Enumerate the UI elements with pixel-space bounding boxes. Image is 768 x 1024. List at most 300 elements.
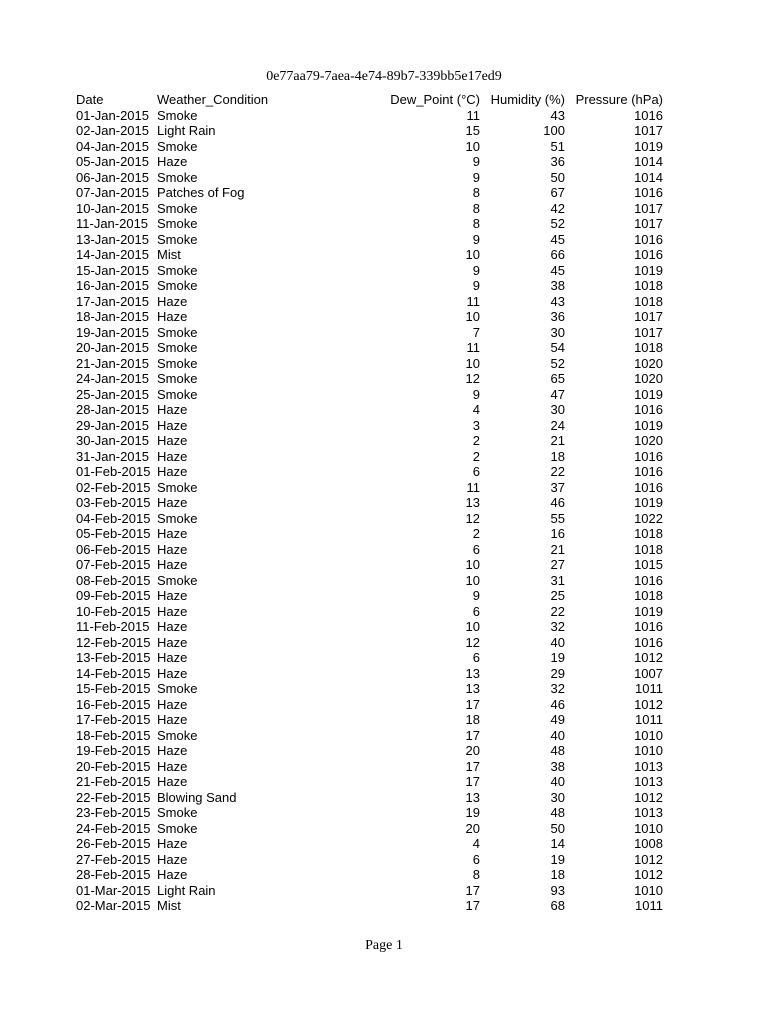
dew-point-cell: 15 [465,123,480,138]
date-cell: 14-Jan-2015 [76,247,149,262]
table-row [74,325,663,341]
humidity-cell: 37 [550,479,565,495]
pressure-cell: 1011 [635,681,663,696]
date-cell: 08-Feb-2015 [76,572,151,588]
pressure-cell: 1020 [634,371,663,386]
table-row [74,681,663,697]
weather-condition-cell: Haze [157,696,188,712]
dew-point-cell: 18 [465,712,480,727]
weather-condition-cell: Haze [157,417,188,433]
weather-condition-cell: Haze [157,293,188,309]
humidity-cell: 49 [550,712,565,727]
weather-condition-cell: Smoke [157,355,198,371]
humidity-cell: 36 [550,309,565,324]
dew-point-cell: 11 [466,479,480,495]
table-row [74,759,663,775]
date-cell: 17-Jan-2015 [76,293,149,309]
weather-condition-cell: Blowing Sand [157,789,237,805]
dew-point-cell: 17 [465,898,480,913]
pressure-cell: 1017 [634,216,663,231]
pressure-cell: 1016 [634,634,663,650]
weather-condition-cell: Haze [157,743,188,758]
table-row [74,247,663,263]
date-cell: 18-Jan-2015 [76,309,149,324]
weather-condition-cell: Smoke [157,805,198,820]
dew-point-cell: 12 [465,510,480,526]
humidity-cell: 22 [550,603,565,619]
date-cell: 16-Jan-2015 [76,278,149,293]
weather-condition-cell: Haze [157,650,188,665]
pressure-cell: 1022 [634,510,663,526]
humidity-cell: 48 [550,805,565,820]
date-cell: 11-Feb-2015 [76,619,150,634]
table-row [74,712,663,728]
humidity-cell: 30 [550,402,565,417]
humidity-cell: 68 [550,898,565,913]
weather-condition-cell: Smoke [157,340,198,355]
dew-point-cell: 9 [472,278,480,293]
humidity-cell: 38 [550,278,565,293]
dew-point-cell: 6 [472,851,480,867]
dew-point-cell: 9 [472,154,480,169]
humidity-cell: 24 [550,417,565,433]
pressure-cell: 1016 [634,572,663,588]
date-cell: 20-Jan-2015 [76,340,149,355]
date-cell: 07-Jan-2015 [76,185,149,200]
pressure-cell: 1016 [634,402,663,417]
table-row [74,340,663,356]
weather-condition-cell: Haze [157,665,188,681]
table-row [74,883,663,899]
pressure-cell: 1016 [634,231,663,247]
dew-point-cell: 2 [472,433,480,448]
dew-point-cell: 12 [465,371,480,386]
humidity-cell: 93 [550,882,565,898]
dew-point-cell: 8 [472,867,480,882]
weather-condition-cell: Smoke [157,479,198,495]
weather-condition-cell: Smoke [157,216,198,231]
table-row [74,216,663,232]
pressure-cell: 1016 [634,479,663,495]
pressure-cell: 1017 [634,324,663,340]
dew-point-cell: 17 [465,696,480,712]
weather-condition-cell: Smoke [157,138,198,154]
humidity-cell: 43 [550,107,565,123]
table-row [74,805,663,821]
date-cell: 12-Feb-2015 [76,634,151,650]
pressure-cell: 1020 [634,355,663,371]
date-cell: 19-Jan-2015 [76,324,149,340]
humidity-cell: 21 [550,433,565,448]
dew-point-cell: 11 [466,107,480,123]
table-row [74,650,663,666]
dew-point-cell: 10 [465,138,480,154]
table-body [74,108,663,914]
pressure-cell: 1019 [634,138,663,154]
pressure-cell: 1010 [634,727,663,743]
table-row [74,170,663,186]
date-cell: 30-Jan-2015 [76,433,149,448]
date-cell: 31-Jan-2015 [76,448,149,464]
date-cell: 13-Jan-2015 [76,231,149,247]
weather-condition-cell: Haze [157,712,188,727]
pressure-cell: 1019 [634,495,663,510]
pressure-cell: 1020 [634,433,663,448]
weather-condition-cell: Haze [157,464,188,479]
table-row [74,821,663,837]
weather-condition-cell: Haze [157,867,188,882]
dew-point-cell: 13 [465,665,480,681]
weather-condition-cell: Haze [157,402,188,417]
dew-point-cell: 13 [465,681,480,696]
dew-point-cell: 6 [472,650,480,665]
table-row [74,387,663,403]
pressure-cell: 1019 [634,603,663,619]
pressure-cell: 1016 [634,619,663,634]
weather-condition-cell: Haze [157,619,188,634]
pressure-cell: 1018 [634,588,663,603]
date-cell: 21-Jan-2015 [76,355,149,371]
dew-point-cell: 9 [472,262,480,278]
table-row [74,619,663,635]
table-row [74,573,663,589]
dew-point-cell: 6 [472,603,480,619]
dew-point-cell: 9 [472,386,480,402]
pressure-cell: 1018 [634,278,663,293]
weather-condition-cell: Smoke [157,262,198,278]
humidity-cell: 50 [550,169,565,185]
column-header-date: Date [76,92,104,107]
humidity-cell: 18 [550,448,565,464]
weather-condition-cell: Haze [157,448,188,464]
humidity-cell: 22 [550,464,565,479]
date-cell: 14-Feb-2015 [76,665,151,681]
humidity-cell: 48 [550,743,565,758]
humidity-cell: 19 [550,851,565,867]
date-cell: 27-Feb-2015 [76,851,151,867]
table-row [74,371,663,387]
humidity-cell: 25 [550,588,565,603]
humidity-cell: 38 [550,758,565,774]
date-cell: 15-Jan-2015 [76,262,149,278]
table-row [74,526,663,542]
table-row [74,635,663,651]
table-row [74,263,663,279]
pressure-cell: 1014 [634,154,663,169]
table-row [74,511,663,527]
pressure-cell: 1013 [634,805,663,820]
date-cell: 15-Feb-2015 [76,681,151,696]
table-row [74,666,663,682]
pressure-cell: 1018 [634,541,663,557]
pressure-cell: 1010 [634,743,663,758]
table-row [74,201,663,217]
pressure-cell: 1010 [634,820,663,836]
humidity-cell: 52 [550,355,565,371]
weather-condition-cell: Mist [157,247,181,262]
pressure-cell: 1007 [634,665,663,681]
table-row [74,278,663,294]
table-row [74,309,663,325]
humidity-cell: 31 [550,572,565,588]
date-cell: 17-Feb-2015 [76,712,151,727]
weather-condition-cell: Smoke [157,510,198,526]
dew-point-cell: 10 [465,355,480,371]
column-header-weather-condition: Weather_Condition [157,92,269,107]
date-cell: 25-Jan-2015 [76,386,149,402]
dew-point-cell: 19 [465,805,480,820]
humidity-cell: 18 [550,867,565,882]
humidity-cell: 42 [550,200,565,216]
pressure-cell: 1019 [634,386,663,402]
pressure-cell: 1012 [634,650,663,665]
dew-point-cell: 10 [465,309,480,324]
table-row [74,108,663,124]
dew-point-cell: 17 [465,758,480,774]
dew-point-cell: 2 [472,526,480,541]
header-row [74,92,663,108]
pressure-cell: 1017 [634,123,663,138]
humidity-cell: 19 [550,650,565,665]
dew-point-cell: 17 [465,727,480,743]
weather-condition-cell: Haze [157,433,188,448]
pressure-cell: 1014 [634,169,663,185]
weather-condition-cell: Haze [157,603,188,619]
pressure-cell: 1018 [634,526,663,541]
column-header-dew-point: Dew_Point (°C) [390,92,480,107]
weather-condition-cell: Smoke [157,169,198,185]
humidity-cell: 29 [550,665,565,681]
document-title: 0e77aa79-7aea-4e74-89b7-339bb5e17ed9 [266,69,502,84]
table-row [74,557,663,573]
weather-condition-cell: Mist [157,898,181,913]
date-cell: 09-Feb-2015 [76,588,151,603]
weather-condition-cell: Light Rain [157,123,216,138]
date-cell: 05-Feb-2015 [76,526,151,541]
date-cell: 29-Jan-2015 [76,417,149,433]
weather-condition-cell: Haze [157,526,188,541]
dew-point-cell: 9 [472,169,480,185]
date-cell: 24-Jan-2015 [76,371,149,386]
date-cell: 23-Feb-2015 [76,805,151,820]
humidity-cell: 43 [550,293,565,309]
humidity-cell: 66 [550,247,565,262]
weather-condition-cell: Smoke [157,324,198,340]
date-cell: 06-Jan-2015 [76,169,149,185]
pressure-cell: 1016 [634,107,663,123]
humidity-cell: 50 [550,820,565,836]
pressure-cell: 1008 [634,836,663,851]
date-cell: 04-Jan-2015 [76,138,149,154]
humidity-cell: 40 [550,634,565,650]
dew-point-cell: 8 [472,216,480,231]
pressure-cell: 1016 [634,185,663,200]
date-cell: 18-Feb-2015 [76,727,151,743]
table-row [74,774,663,790]
dew-point-cell: 4 [472,402,480,417]
date-cell: 04-Feb-2015 [76,510,151,526]
humidity-cell: 40 [550,727,565,743]
weather-condition-cell: Smoke [157,572,198,588]
weather-condition-cell: Smoke [157,278,198,293]
humidity-cell: 54 [550,340,565,355]
humidity-cell: 30 [550,789,565,805]
dew-point-cell: 13 [465,495,480,510]
humidity-cell: 32 [550,619,565,634]
weather-condition-cell: Haze [157,851,188,867]
dew-point-cell: 2 [472,448,480,464]
weather-condition-cell: Smoke [157,107,198,123]
pressure-cell: 1016 [634,247,663,262]
weather-condition-cell: Smoke [157,820,198,836]
date-cell: 01-Mar-2015 [76,882,151,898]
pressure-cell: 1012 [634,867,663,882]
weather-condition-cell: Haze [157,588,188,603]
pressure-cell: 1016 [634,448,663,464]
dew-point-cell: 4 [472,836,480,851]
page-number: Page 1 [365,938,403,953]
pressure-cell: 1016 [634,464,663,479]
humidity-cell: 14 [550,836,565,851]
date-cell: 05-Jan-2015 [76,154,149,169]
table-row [74,588,663,604]
date-cell: 10-Jan-2015 [76,200,149,216]
date-cell: 01-Jan-2015 [76,107,149,123]
date-cell: 06-Feb-2015 [76,541,151,557]
table-row [74,867,663,883]
table-row [74,123,663,139]
humidity-cell: 46 [550,696,565,712]
weather-condition-cell: Haze [157,634,188,650]
humidity-cell: 47 [550,386,565,402]
date-cell: 24-Feb-2015 [76,820,151,836]
pressure-cell: 1013 [634,758,663,774]
humidity-cell: 40 [550,774,565,789]
dew-point-cell: 11 [466,293,480,309]
humidity-cell: 52 [550,216,565,231]
date-cell: 11-Jan-2015 [76,216,149,231]
table-row [74,480,663,496]
pressure-cell: 1010 [634,882,663,898]
date-cell: 19-Feb-2015 [76,743,151,758]
pressure-cell: 1019 [634,262,663,278]
table-row [74,604,663,620]
humidity-cell: 27 [550,557,565,572]
weather-condition-cell: Haze [157,774,188,789]
date-cell: 02-Jan-2015 [76,123,149,138]
humidity-cell: 45 [550,231,565,247]
dew-point-cell: 10 [465,619,480,634]
date-cell: 03-Feb-2015 [76,495,151,510]
table-row [74,464,663,480]
pressure-cell: 1017 [634,309,663,324]
weather-condition-cell: Smoke [157,681,198,696]
pressure-cell: 1017 [634,200,663,216]
dew-point-cell: 9 [472,588,480,603]
table-row [74,542,663,558]
date-cell: 22-Feb-2015 [76,789,151,805]
dew-point-cell: 10 [465,247,480,262]
humidity-cell: 21 [550,541,565,557]
date-cell: 21-Feb-2015 [76,774,151,789]
table-row [74,743,663,759]
dew-point-cell: 6 [472,541,480,557]
humidity-cell: 51 [550,138,565,154]
humidity-cell: 55 [550,510,565,526]
date-cell: 28-Jan-2015 [76,402,149,417]
humidity-cell: 46 [550,495,565,510]
weather-condition-cell: Smoke [157,231,198,247]
table-row [74,790,663,806]
dew-point-cell: 8 [472,185,480,200]
dew-point-cell: 6 [472,464,480,479]
table-row [74,495,663,511]
column-header-humidity: Humidity (%) [490,92,565,107]
date-cell: 02-Mar-2015 [76,898,151,913]
humidity-cell: 16 [550,526,565,541]
weather-condition-cell: Haze [157,495,188,510]
table-row [74,898,663,914]
table-header [74,92,663,108]
weather-condition-cell: Light Rain [157,882,216,898]
dew-point-cell: 12 [465,634,480,650]
dew-point-cell: 3 [472,417,480,433]
weather-condition-cell: Haze [157,309,188,324]
pressure-cell: 1012 [634,789,663,805]
pressure-cell: 1012 [634,851,663,867]
dew-point-cell: 17 [465,882,480,898]
table-row [74,852,663,868]
weather-condition-cell: Smoke [157,386,198,402]
pressure-cell: 1018 [634,293,663,309]
pressure-cell: 1018 [634,340,663,355]
humidity-cell: 65 [550,371,565,386]
table-row [74,139,663,155]
humidity-cell: 100 [543,123,565,138]
dew-point-cell: 10 [465,572,480,588]
dew-point-cell: 9 [472,231,480,247]
weather-condition-cell: Haze [157,154,188,169]
date-cell: 10-Feb-2015 [76,603,151,619]
date-cell: 01-Feb-2015 [76,464,151,479]
dew-point-cell: 13 [465,789,480,805]
dew-point-cell: 20 [465,743,480,758]
pressure-cell: 1013 [634,774,663,789]
date-cell: 28-Feb-2015 [76,867,151,882]
weather-condition-cell: Smoke [157,727,198,743]
pressure-cell: 1012 [634,696,663,712]
date-cell: 02-Feb-2015 [76,479,151,495]
table-row [74,356,663,372]
date-cell: 13-Feb-2015 [76,650,151,665]
pressure-cell: 1011 [635,898,663,913]
date-cell: 16-Feb-2015 [76,696,151,712]
pressure-cell: 1011 [635,712,663,727]
table-row [74,402,663,418]
dew-point-cell: 17 [465,774,480,789]
table-row [74,185,663,201]
dew-point-cell: 20 [465,820,480,836]
pressure-cell: 1019 [634,417,663,433]
dew-point-cell: 11 [466,340,480,355]
table-row [74,433,663,449]
table-row [74,697,663,713]
table-row [74,418,663,434]
date-cell: 26-Feb-2015 [76,836,151,851]
table-row [74,728,663,744]
table-row [74,232,663,248]
pressure-cell: 1015 [634,557,663,572]
